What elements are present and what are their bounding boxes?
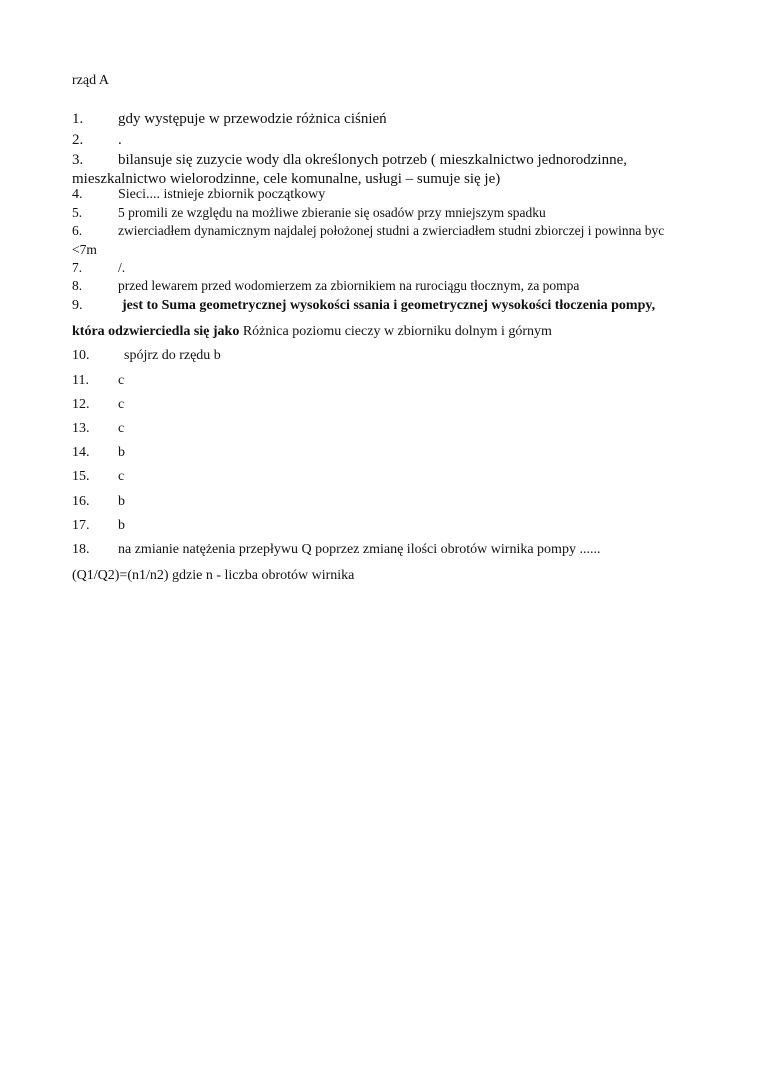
item-number: 6. (72, 223, 83, 238)
list-item (72, 205, 546, 220)
item-text: c (118, 421, 125, 436)
item-text: . (118, 132, 122, 148)
list-item (72, 348, 221, 363)
list-item (72, 111, 387, 127)
item-text: b (118, 494, 125, 509)
list-item (72, 223, 665, 238)
list-item (72, 494, 125, 509)
document-heading: rząd A (72, 73, 109, 88)
item-text: bilansuje się zuzycie wody dla określonych potrzeb ( mieszkalnictwo jednorodzinne, (118, 152, 628, 168)
item-continuation-normal: Różnica poziomu cieczy w zbiorniku dolnym i górnym (239, 324, 552, 339)
item-text: jest to Suma geometrycznej wysokości ssania i geometrycznej wysokości tłoczenia pompy, (122, 298, 656, 313)
list-item (72, 421, 125, 436)
item-number: 9. (72, 298, 83, 313)
item-number: 18. (72, 542, 90, 557)
item-number: 10. (72, 348, 90, 363)
item-number: 15. (72, 469, 90, 484)
list-item (72, 298, 656, 313)
item-number: 8. (72, 278, 83, 293)
item-text: przed lewarem przed wodomierzem za zbiornikiem na rurociągu tłocznym, za pompa (118, 278, 580, 293)
list-item (72, 397, 125, 412)
item-number: 3. (72, 152, 84, 168)
item-text: /. (118, 260, 126, 275)
list-item (72, 469, 125, 484)
item-number: 5. (72, 205, 83, 220)
item-continuation-bold: która odzwierciedla się jako (72, 324, 240, 339)
item-continuation (72, 324, 552, 340)
item-text: spójrz do rzędu b (124, 348, 221, 363)
list-item (72, 187, 326, 202)
item-number: 17. (72, 518, 90, 533)
item-number: 11. (72, 373, 89, 388)
item-text: gdy występuje w przewodzie różnica ciśnień (118, 111, 387, 127)
item-text: b (118, 518, 125, 533)
item-continuation: <7m (72, 242, 97, 257)
item-number: 1. (72, 111, 84, 127)
item-text: c (118, 469, 125, 484)
list-item (72, 152, 628, 168)
item-number: 4. (72, 187, 83, 202)
list-item (72, 542, 601, 557)
list-item (72, 132, 122, 148)
item-number: 16. (72, 494, 90, 509)
item-number: 7. (72, 260, 83, 275)
item-continuation: (Q1/Q2)=(n1/n2) gdzie n - liczba obrotów wirnika (72, 568, 355, 583)
item-text: c (118, 397, 125, 412)
item-text: 5 promili ze względu na możliwe zbieranie się osadów przy mniejszym spadku (118, 205, 546, 220)
item-text: na zmianie natężenia przepływu Q poprzez zmianę ilości obrotów wirnika pompy ...... (118, 542, 601, 557)
list-item (72, 445, 125, 460)
item-continuation: mieszkalnictwo wielorodzinne, cele komunalne, usługi – sumuje się je) (72, 171, 501, 187)
item-number: 12. (72, 397, 90, 412)
item-text: zwierciadłem dynamicznym najdalej położonej studni a zwierciadłem studni zbiorczej i powinna byc (118, 223, 665, 238)
item-text: b (118, 445, 125, 460)
list-item (72, 260, 126, 275)
item-number: 13. (72, 421, 90, 436)
item-text: Sieci.... istnieje zbiornik początkowy (118, 187, 326, 202)
item-number: 14. (72, 445, 90, 460)
item-text: c (118, 373, 125, 388)
item-number: 2. (72, 132, 84, 148)
list-item (72, 518, 125, 533)
list-item (72, 373, 125, 388)
list-item (72, 278, 580, 293)
